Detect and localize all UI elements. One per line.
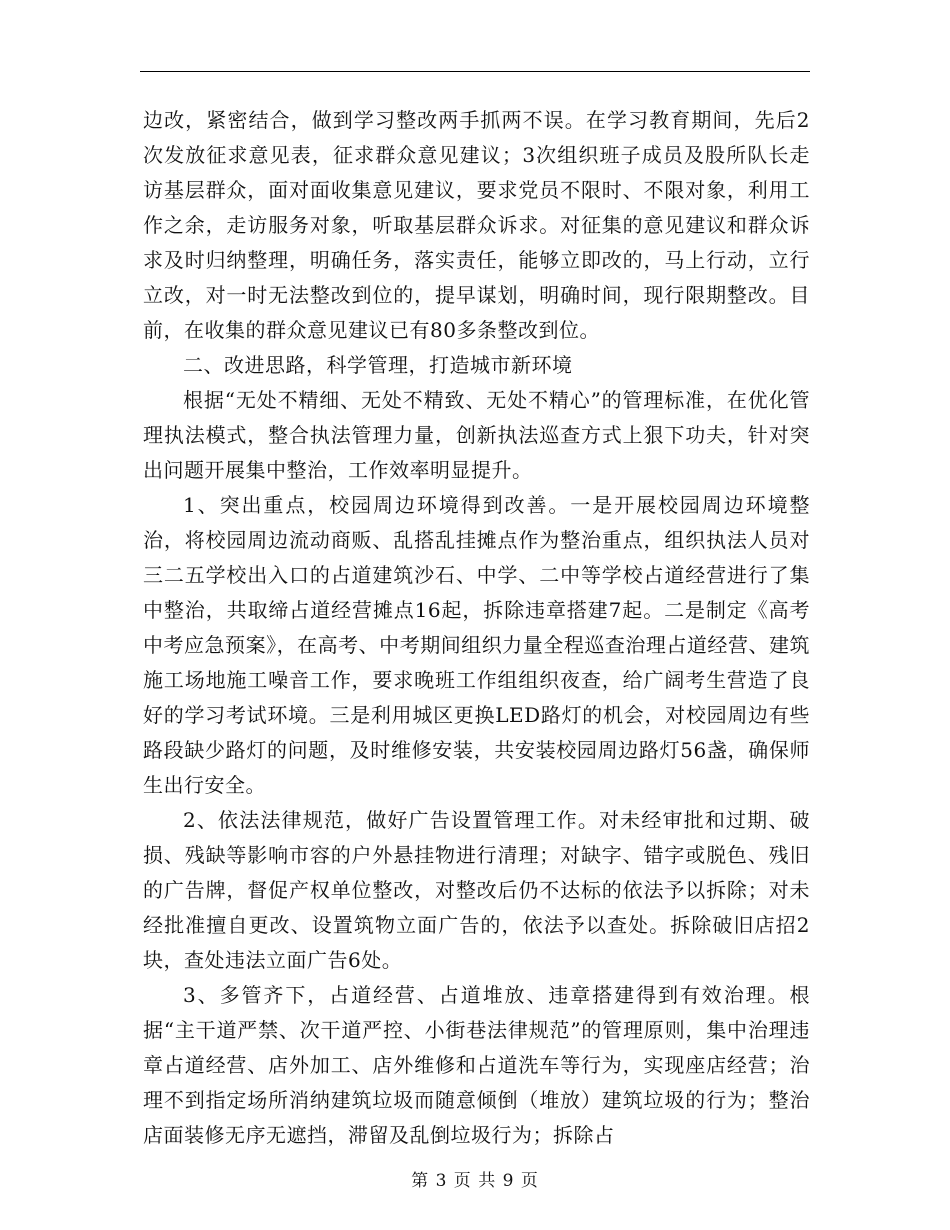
paragraph: 根据“无处不精细、无处不精致、无处不精心”的管理标准，在优化管理执法模式，整合执法管理力量，创新执法巡查方式上狠下功夫，针对突出问题开展集中整治，工作效率明显提升。 — [143, 388, 810, 482]
paragraph: 3、多管齐下，占道经营、占道堆放、违章搭建得到有效治理。根据“主干道严禁、次干道严控、小街巷法律规范”的管理原则，集中治理违章占道经营、店外加工、店外维修和占道洗车等行为，实现座店经营；治理不到指定场所消纳建筑垃圾而随意倾倒（堆放）建筑垃圾的行为；整治店面装修无序无遮挡，滞留及乱倒垃圾行为；拆除占 — [143, 983, 810, 1147]
document-body — [143, 103, 810, 1153]
page-number-footer: 第 3 页 共 9 页 — [411, 1171, 539, 1191]
section-heading: 二、改进思路，科学管理，打造城市新环境 — [183, 353, 573, 377]
paragraph: 1、突出重点，校园周边环境得到改善。一是开展校园周边环境整治，将校园周边流动商贩、乱搭乱挂摊点作为整治重点，组织执法人员对三二五学校出入口的占道建筑沙石、中学、二中等学校占道经营进行了集中整治，共取缔占道经营摊点16起，拆除违章搭建7起。二是制定《高考中考应急预案》，在高考、中考期间组织力量全程巡查治理占道经营、建筑施工场地施工噪音工作，要求晚班工作组组织夜查，给广阔考生营造了良好的学习考试环境。三是利用城区更换LED路灯的机会，对校园周边有些路段缺少路灯的问题，及时维修安装，共安装校园周边路灯56盏，确保师生出行安全。 — [143, 493, 810, 797]
paragraph: 2、依法法律规范，做好广告设置管理工作。对未经审批和过期、破损、残缺等影响市容的户外悬挂物进行清理；对缺字、错字或脱色、残旧的广告牌，督促产权单位整改，对整改后仍不达标的依法予以拆除；对未经批准擅自更改、设置筑物立面广告的，依法予以查处。拆除破旧店招2块，查处违法立面广告6处。 — [143, 808, 810, 972]
paragraph: 边改，紧密结合，做到学习整改两手抓两不误。在学习教育期间，先后2次发放征求意见表，征求群众意见建议；3次组织班子成员及股所队长走访基层群众，面对面收集意见建议，要求党员不限时、不限对象，利用工作之余，走访服务对象，听取基层群众诉求。对征集的意见建议和群众诉求及时归纳整理，明确任务，落实责任，能够立即改的，马上行动，立行立改，对一时无法整改到位的，提早谋划，明确时间，现行限期整改。目前，在收集的群众意见建议已有80多条整改到位。 — [143, 108, 810, 342]
header-rule — [140, 71, 810, 72]
